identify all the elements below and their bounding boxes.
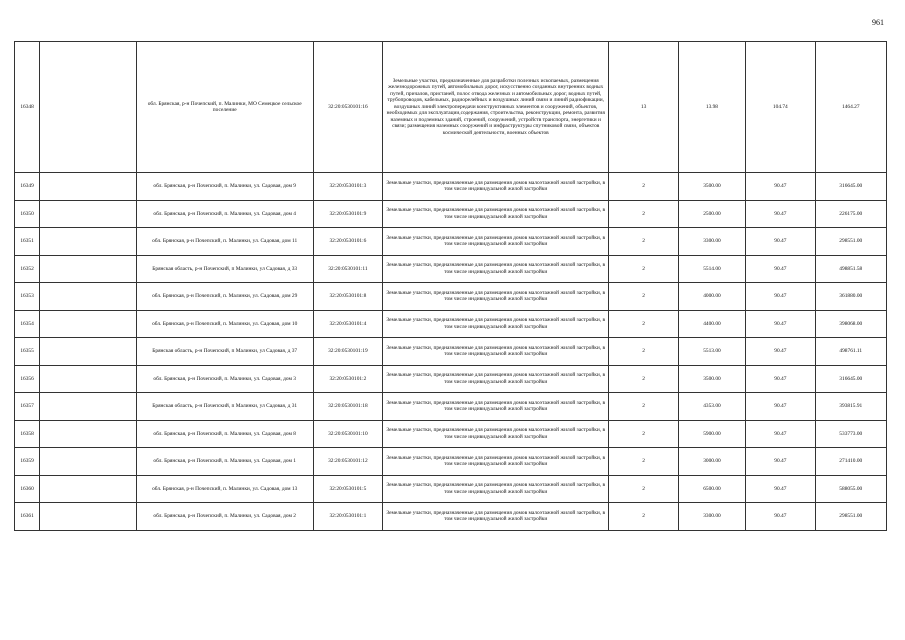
address-cell: обл. Брянская, р-н Почепский, п. Малинки, МО Семецкое сельское поселение [136, 42, 313, 173]
area-cell: 4400.00 [678, 310, 745, 338]
row-number-cell: 16360 [15, 475, 40, 503]
address-cell: обл. Брянская, р-н Почепский, п. Малинки, ул. Садовая, дом 10 [136, 310, 313, 338]
specific-value-cell: 90.47 [746, 200, 815, 228]
table-row [15, 173, 887, 201]
row-number-cell: 16358 [15, 420, 40, 448]
land-use-group-cell: 2 [609, 310, 678, 338]
specific-value-cell: 90.47 [746, 228, 815, 256]
cadastral-number-cell: 32:20:0530101:11 [313, 255, 382, 283]
address-cell: обл. Брянская, р-н Почепский, п. Малинки, ул. Садовая, дом 8 [136, 420, 313, 448]
land-use-description-cell: Земельные участки, предназначенные для размещения домов малоэтажной жилой застройки, в том числе индивидуальной жилой застройки [383, 503, 609, 531]
cadastral-value-cell: 588055.00 [815, 475, 886, 503]
cadastral-number-cell: 32:20:0530101:1 [313, 503, 382, 531]
row-number-cell: 16353 [15, 283, 40, 311]
specific-value-cell: 90.47 [746, 283, 815, 311]
address-cell: Брянская область, р-н Почепский, п Малинки, ул Садовая, д 33 [136, 255, 313, 283]
land-use-description-cell: Земельные участки, предназначенные для разработки полезных ископаемых, размещения железнодорожных путей, автомобильных дорог, искусственно созданных внутренних водных путей, причалов, пристаней, полос отвода железных и автомобильных дорог, водных путей, трубопроводов, кабельных, радиорелейных и воздушных линий связи и линий радиофикации, воздушных линий электропередачи конструктивных элементов и сооружений, объектов, необходимых для эксплуатации,содержания, строительства, реконструкции, ремонта, развития наземных и подземных зданий, строений, сооружений, устройств транспорта, энергетики и связи; размещения наземных сооружений и инфраструктуры спутниковой связи, объектов космической деятельности, военных объектов [383, 42, 609, 173]
cadastral-number-cell: 32:20:0530101:19 [313, 338, 382, 366]
land-use-group-cell: 2 [609, 283, 678, 311]
cadastral-number-cell: 32:20:0530101:18 [313, 393, 382, 421]
cadastral-number-cell: 32:20:0530101:10 [313, 420, 382, 448]
land-use-group-cell: 2 [609, 448, 678, 476]
empty-cell [40, 338, 137, 366]
address-cell: обл. Брянская, р-н Почепский, п. Малинки, ул. Садовая, дом 2 [136, 503, 313, 531]
row-number-cell: 16351 [15, 228, 40, 256]
area-cell: 3300.00 [678, 503, 745, 531]
land-use-description-cell: Земельные участки, предназначенные для размещения домов малоэтажной жилой застройки, в том числе индивидуальной жилой застройки [383, 283, 609, 311]
cadastral-value-cell: 498761.11 [815, 338, 886, 366]
land-use-group-cell: 2 [609, 228, 678, 256]
empty-cell [40, 420, 137, 448]
row-number-cell: 16352 [15, 255, 40, 283]
cadastral-value-cell: 316645.00 [815, 365, 886, 393]
land-use-description-cell: Земельные участки, предназначенные для размещения домов малоэтажной жилой застройки, в том числе индивидуальной жилой застройки [383, 420, 609, 448]
cadastral-value-cell: 361880.00 [815, 283, 886, 311]
table-row [15, 338, 887, 366]
land-use-description-cell: Земельные участки, предназначенные для размещения домов малоэтажной жилой застройки, в том числе индивидуальной жилой застройки [383, 393, 609, 421]
specific-value-cell: 90.47 [746, 503, 815, 531]
specific-value-cell: 90.47 [746, 475, 815, 503]
table-row [15, 255, 887, 283]
land-use-group-cell: 2 [609, 503, 678, 531]
land-use-description-cell: Земельные участки, предназначенные для размещения домов малоэтажной жилой застройки, в том числе индивидуальной жилой застройки [383, 475, 609, 503]
row-number-cell: 16361 [15, 503, 40, 531]
address-cell: обл. Брянская, р-н Почепский, п. Малинки, ул. Садовая, дом 29 [136, 283, 313, 311]
table-row [15, 393, 887, 421]
land-use-description-cell: Земельные участки, предназначенные для размещения домов малоэтажной жилой застройки, в том числе индивидуальной жилой застройки [383, 255, 609, 283]
address-cell: обл. Брянская, р-н Почепский, п. Малинки, ул. Садовая, дом 1 [136, 448, 313, 476]
cadastral-number-cell: 32:20:0530101:5 [313, 475, 382, 503]
cadastral-number-cell: 32:20:0530101:6 [313, 228, 382, 256]
specific-value-cell: 90.47 [746, 365, 815, 393]
cadastral-number-cell: 32:20:0530101:9 [313, 200, 382, 228]
row-number-cell: 16356 [15, 365, 40, 393]
table-row [15, 475, 887, 503]
land-use-group-cell: 2 [609, 255, 678, 283]
empty-cell [40, 228, 137, 256]
land-use-description-cell: Земельные участки, предназначенные для размещения домов малоэтажной жилой застройки, в том числе индивидуальной жилой застройки [383, 365, 609, 393]
cadastral-value-cell: 226175.00 [815, 200, 886, 228]
cadastral-value-cell: 298551.00 [815, 503, 886, 531]
area-cell: 4000.00 [678, 283, 745, 311]
table-row [15, 420, 887, 448]
land-use-description-cell: Земельные участки, предназначенные для размещения домов малоэтажной жилой застройки, в том числе индивидуальной жилой застройки [383, 200, 609, 228]
empty-cell [40, 310, 137, 338]
cadastral-value-cell: 316645.00 [815, 173, 886, 201]
land-use-description-cell: Земельные участки, предназначенные для размещения домов малоэтажной жилой застройки, в том числе индивидуальной жилой застройки [383, 173, 609, 201]
land-use-group-cell: 2 [609, 173, 678, 201]
empty-cell [40, 393, 137, 421]
cadastral-value-cell: 1464.27 [815, 42, 886, 173]
land-use-group-cell: 2 [609, 475, 678, 503]
specific-value-cell: 90.47 [746, 393, 815, 421]
area-cell: 5900.00 [678, 420, 745, 448]
row-number-cell: 16349 [15, 173, 40, 201]
land-use-description-cell: Земельные участки, предназначенные для размещения домов малоэтажной жилой застройки, в том числе индивидуальной жилой застройки [383, 228, 609, 256]
address-cell: обл. Брянская, р-н Почепский, п. Малинки, ул. Садовая, дом 11 [136, 228, 313, 256]
cadastral-value-cell: 298551.00 [815, 228, 886, 256]
row-number-cell: 16348 [15, 42, 40, 173]
land-use-description-cell: Земельные участки, предназначенные для размещения домов малоэтажной жилой застройки, в том числе индивидуальной жилой застройки [383, 338, 609, 366]
cadastral-value-cell: 533773.00 [815, 420, 886, 448]
area-cell: 3500.00 [678, 365, 745, 393]
empty-cell [40, 200, 137, 228]
area-cell: 13.98 [678, 42, 745, 173]
land-use-group-cell: 2 [609, 420, 678, 448]
specific-value-cell: 90.47 [746, 310, 815, 338]
address-cell: обл. Брянская, р-н Почепский, п. Малинки, ул. Садовая, дом 9 [136, 173, 313, 201]
land-use-group-cell: 2 [609, 365, 678, 393]
row-number-cell: 16355 [15, 338, 40, 366]
address-cell: Брянская область, р-н Почепский, п Малинки, ул Садовая, д 31 [136, 393, 313, 421]
empty-cell [40, 255, 137, 283]
table-row [15, 503, 887, 531]
row-number-cell: 16359 [15, 448, 40, 476]
table-row [15, 228, 887, 256]
land-use-description-cell: Земельные участки, предназначенные для размещения домов малоэтажной жилой застройки, в том числе индивидуальной жилой застройки [383, 310, 609, 338]
empty-cell [40, 173, 137, 201]
table-row [15, 310, 887, 338]
specific-value-cell: 90.47 [746, 173, 815, 201]
row-number-cell: 16350 [15, 200, 40, 228]
land-use-description-cell: Земельные участки, предназначенные для размещения домов малоэтажной жилой застройки, в том числе индивидуальной жилой застройки [383, 448, 609, 476]
cadastral-number-cell: 32:20:0530101:16 [313, 42, 382, 173]
area-cell: 3300.00 [678, 228, 745, 256]
area-cell: 3500.00 [678, 173, 745, 201]
address-cell: обл. Брянская, р-н Почепский, п. Малинки, ул. Садовая, дом 3 [136, 365, 313, 393]
cadastral-number-cell: 32:20:0530101:8 [313, 283, 382, 311]
empty-cell [40, 503, 137, 531]
land-cadastral-value-table [14, 41, 887, 531]
cadastral-number-cell: 32:20:0530101:3 [313, 173, 382, 201]
address-cell: обл. Брянская, р-н Почепский, п. Малинки, ул. Садовая, дом 13 [136, 475, 313, 503]
specific-value-cell: 90.47 [746, 420, 815, 448]
cadastral-number-cell: 32:20:0530101:2 [313, 365, 382, 393]
address-cell: обл. Брянская, р-н Почепский, п. Малинки, ул. Садовая, дом 4 [136, 200, 313, 228]
row-number-cell: 16354 [15, 310, 40, 338]
cadastral-number-cell: 32:20:0530101:12 [313, 448, 382, 476]
table-row [15, 283, 887, 311]
area-cell: 6500.00 [678, 475, 745, 503]
area-cell: 5514.00 [678, 255, 745, 283]
cadastral-value-cell: 271410.00 [815, 448, 886, 476]
table-row [15, 200, 887, 228]
cadastral-value-cell: 498851.58 [815, 255, 886, 283]
area-cell: 2500.00 [678, 200, 745, 228]
table-row [15, 365, 887, 393]
empty-cell [40, 448, 137, 476]
table-row [15, 42, 887, 173]
empty-cell [40, 365, 137, 393]
land-use-group-cell: 2 [609, 200, 678, 228]
specific-value-cell: 90.47 [746, 448, 815, 476]
specific-value-cell: 90.47 [746, 338, 815, 366]
cadastral-value-cell: 398068.00 [815, 310, 886, 338]
row-number-cell: 16357 [15, 393, 40, 421]
address-cell: Брянская область, р-н Почепский, п Малинки, ул Садовая, д 37 [136, 338, 313, 366]
specific-value-cell: 104.74 [746, 42, 815, 173]
cadastral-number-cell: 32:20:0530101:4 [313, 310, 382, 338]
area-cell: 4353.00 [678, 393, 745, 421]
empty-cell [40, 283, 137, 311]
area-cell: 5513.00 [678, 338, 745, 366]
specific-value-cell: 90.47 [746, 255, 815, 283]
area-cell: 3000.00 [678, 448, 745, 476]
land-use-group-cell: 2 [609, 393, 678, 421]
page-number: 961 [872, 18, 884, 27]
empty-cell [40, 475, 137, 503]
cadastral-value-cell: 393815.91 [815, 393, 886, 421]
land-use-group-cell: 2 [609, 338, 678, 366]
table-row [15, 448, 887, 476]
table-body [15, 42, 887, 531]
land-use-group-cell: 13 [609, 42, 678, 173]
empty-cell [40, 42, 137, 173]
